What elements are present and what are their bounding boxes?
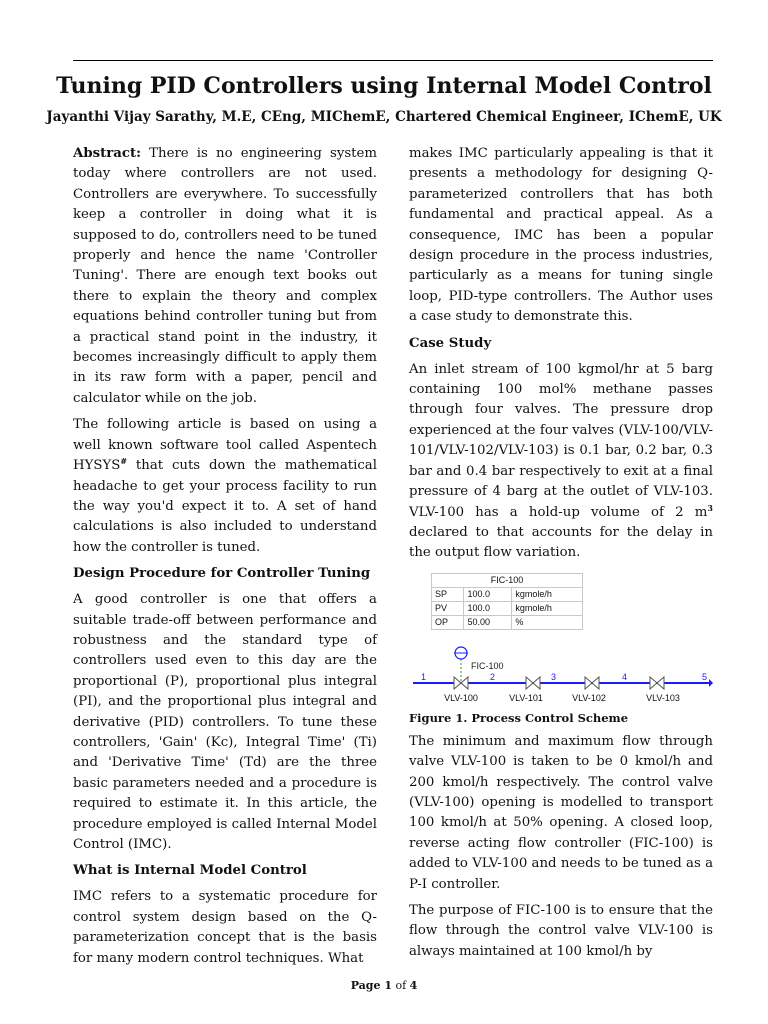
heading-imc: What is Internal Model Control xyxy=(73,863,307,879)
valve-icon[interactable] xyxy=(454,677,468,689)
total-pages: 4 xyxy=(409,979,418,992)
valve-icon[interactable] xyxy=(526,677,540,689)
faceplate-label: OP xyxy=(432,615,464,629)
abstract-text: There is no engineering system today where controllers are not used. Controllers are everywhere. To successfully keep a controller in doing what it is supposed to do, controllers need to be tuned properly and hence the name 'Controller Tuning'. There are enough text books out there to explain the theory and complex equations behind controller tuning but from a practical stand point in the industry, it becomes increasingly difficult to apply them in its raw form with a paper, pencil and calculator while on the job. xyxy=(73,146,377,406)
valve-label: VLV-100 xyxy=(444,692,478,703)
stream-number: 5 xyxy=(702,671,708,682)
author-line: Jayanthi Vijay Sarathy, M.E, CEng, MIChemE, Chartered Chemical Engineer, IChemE, UK xyxy=(46,109,722,125)
abstract-paragraph xyxy=(73,144,377,409)
page-number xyxy=(0,978,768,994)
faceplate-row xyxy=(432,587,583,601)
of-word: of xyxy=(391,979,410,992)
cubic-superscript: 3 xyxy=(707,502,713,513)
faceplate-title: FIC-100 xyxy=(432,573,583,587)
case-study-paragraph xyxy=(409,360,713,564)
figure-caption: Figure 1. Process Control Scheme xyxy=(409,710,629,725)
controller-tag: FIC-100 xyxy=(471,660,504,671)
hysys-text-a: The following article is based on using a well known software tool called Aspentech HYSYS xyxy=(73,417,377,474)
valve-icon[interactable] xyxy=(585,677,599,689)
heading-design-procedure: Design Procedure for Controller Tuning xyxy=(73,566,371,582)
controller-faceplate xyxy=(431,573,583,630)
document-title: Tuning PID Controllers using Internal Model Control xyxy=(56,73,712,99)
faceplate-row xyxy=(432,615,583,629)
hysys-footnote-mark: # xyxy=(120,456,128,467)
faceplate-unit: kgmole/h xyxy=(512,601,583,615)
case-text-a: An inlet stream of 100 kgmol/hr at 5 barg containing 100 mol% methane passes through four valves. The pressure drop experienced at the four valves (VLV-100/VLV-101/VLV-102/VLV-103) is 0.1 bar, 0.2 bar, 0.3 bar and 0.4 bar respectively to exit at a final pressure of 4 barg at the outlet of VLV-103. VLV-100 has a hold-up volume of 2 m xyxy=(409,361,713,520)
stream-number: 1 xyxy=(421,671,427,682)
faceplate-label: SP xyxy=(432,587,464,601)
design-paragraph: A good controller is one that offers a suitable trade-off between performance and robustness and the standard type of controllers used even to this day are the proportional (P), proportional plus integral (PI), and the proportional plus integral and derivative (PID) controllers. To tune these controllers, 'Gain' (Kc), Integral Time' (Ti) and 'Derivative Time' (Td) are the three basic parameters needed and a procedure is required to estimate it. In this article, the procedure employed is called Internal Model Control (IMC). xyxy=(73,592,377,852)
minmax-paragraph: The minimum and maximum flow through valve VLV-100 is taken to be 0 kmol/h and 200 kmol/h respectively. The control valve (VLV-100) opening is modelled to transport 100 kmol/h at 50% opening. A closed loop, reverse acting flow controller (FIC-100) is added to VLV-100 and needs to be tuned as a P-I controller. xyxy=(409,733,713,892)
imc-continued-paragraph: makes IMC particularly appealing is that it presents a methodology for designing Q-parameterized controllers that has both fundamental and practical appeal. As a consequence, IMC has been a popular design procedure in the process industries, particularly as a means for tuning single loop, PID-type controllers. The Author uses a case study to demonstrate this. xyxy=(409,146,713,325)
stream-number: 4 xyxy=(622,671,628,682)
left-column xyxy=(73,144,377,975)
purpose-paragraph: The purpose of FIC-100 is to ensure that the flow through the control valve VLV-100 is always maintained at 100 kmol/h by xyxy=(409,902,713,959)
heading-case-study: Case Study xyxy=(409,335,492,351)
top-rule xyxy=(73,60,713,61)
faceplate-row xyxy=(432,601,583,615)
hysys-text-b: that cuts down the mathematical headache to get your process facility to run the way you'd expect it to. A set of hand calculations is also included to understand how the controller is tuned. xyxy=(73,458,377,555)
faceplate-value: 50.00 xyxy=(464,615,512,629)
faceplate-label: PV xyxy=(432,601,464,615)
page-word: Page xyxy=(350,979,385,992)
valve-label: VLV-101 xyxy=(509,692,543,703)
stream-number: 3 xyxy=(551,671,557,682)
faceplate-value: 100.0 xyxy=(464,587,512,601)
faceplate-value: 100.0 xyxy=(464,601,512,615)
hysys-paragraph xyxy=(73,415,377,558)
right-column xyxy=(409,144,713,968)
valve-icon[interactable] xyxy=(650,677,664,689)
valve-label: VLV-103 xyxy=(646,692,680,703)
outlet-arrow-icon xyxy=(709,679,713,687)
valve-label: VLV-102 xyxy=(572,692,606,703)
faceplate-unit: kgmole/h xyxy=(512,587,583,601)
faceplate-unit: % xyxy=(512,615,583,629)
current-page: 1 xyxy=(384,979,392,992)
abstract-label: Abstract: xyxy=(73,146,142,161)
process-control-figure xyxy=(409,570,713,706)
stream-number: 2 xyxy=(490,671,496,682)
case-text-b: declared to that accounts for the delay in the output flow variation. xyxy=(409,524,713,561)
imc-paragraph: IMC refers to a systematic procedure for control system design based on the Q-parameterization concept that is the basis for many modern control techniques. What xyxy=(73,889,377,966)
